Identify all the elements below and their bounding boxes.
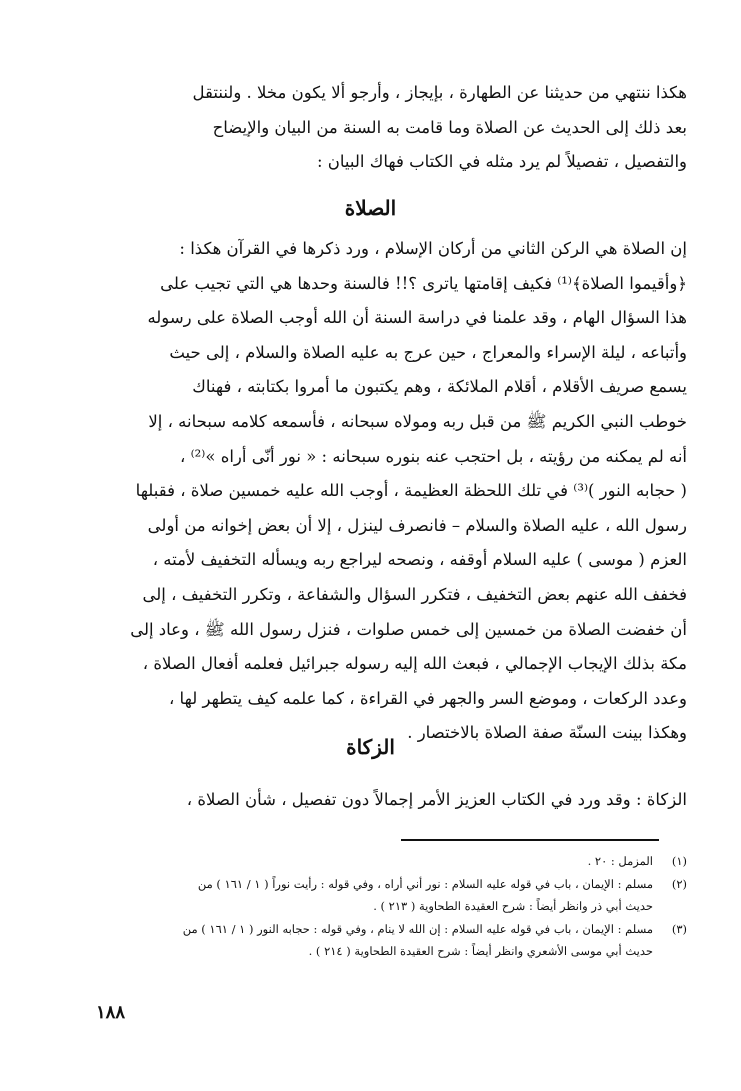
footnote-text: مسلم : الإيمان ، باب في قوله عليه السلام : نور أني أراه ، وفي قوله : رأيت نوراً ( ١ / ١٦١ ) من xyxy=(197,876,653,891)
footnotes xyxy=(55,850,687,963)
text-line: ﴿وأقيموا الصلاة﴾⁽¹⁾ فكيف إقامتها ياترى ؟!! فالسنة وحدها هي التي تجيب على xyxy=(160,273,687,293)
text-line: وأتباعه ، ليلة الإسراء والمعراج ، حين عرج به عليه الصلاة والسلام ، إلى حيث xyxy=(169,342,687,362)
footnote-number: (٣) xyxy=(671,921,687,936)
text-line: خوطب النبي الكريم ﷺ من قبل ربه ومولاه سبحانه ، فأسمعه كلامه سبحانه ، إلا xyxy=(148,411,687,431)
text-line: رسول الله ، عليه الصلاة والسلام – فانصرف لينزل ، إلا أن بعض إخوانه من أولى xyxy=(147,515,687,535)
footnote-text: المزمل : ٢٠ . xyxy=(587,854,653,868)
footnote xyxy=(55,918,687,963)
text-line: أن خفضت الصلاة من خمسين إلى خمس صلوات ، فنزل رسول الله ﷺ ، وعاد إلى xyxy=(130,619,687,639)
intro-paragraph xyxy=(55,76,687,180)
footnote-divider xyxy=(401,839,659,841)
text-line: ( حجابه النور )⁽³⁾ في تلك اللحظة العظيمة ، أوجب الله عليه خمسين صلاة ، فقبلها xyxy=(135,481,687,501)
text-line: أنه لم يمكنه من رؤيته ، بل احتجب عنه بنوره سبحانه : « نور أنّى أراه »⁽²⁾ ، xyxy=(180,446,687,466)
footnote-text: حديث أبي موسى الأشعري وانظر أيضاً : شرح العقيدة الطحاوية ( ٢١٤ ) . xyxy=(308,944,653,958)
text-line: العزم ( موسى ) عليه السلام أوقفه ، ونصحه ليراجع ربه ويسأله التخفيف لأمته ، xyxy=(152,550,687,570)
section-heading-salat: الصلاة xyxy=(344,196,397,220)
footnote xyxy=(55,873,687,918)
footnote xyxy=(55,850,687,873)
text-line: مكة بذلك الإيجاب الإجمالي ، فبعث الله إليه رسوله جبرائيل فعلمه أفعال الصلاة ، xyxy=(142,654,687,674)
text-line: فخفف الله عنهم بعض التخفيف ، فتكرر السؤال والشفاعة ، وتكرر التخفيف ، إلى xyxy=(142,584,687,604)
footnote-number: (١) xyxy=(671,854,687,868)
text-line: يسمع صريف الأقلام ، أقلام الملائكة ، وهم يكتبون ما أمروا بكتابته ، فهناك xyxy=(192,377,687,397)
footnote-number: (٢) xyxy=(671,876,687,891)
text-line: إن الصلاة هي الركن الثاني من أركان الإسلام ، ورد ذكرها في القرآن هكذا : xyxy=(179,239,687,258)
page-number: ١٨٨ xyxy=(96,1002,126,1023)
salat-paragraph xyxy=(55,232,687,751)
footnote-text: حديث أبي ذر وانظر أيضاً : شرح العقيدة الطحاوية ( ٢١٣ ) . xyxy=(373,899,653,913)
zakat-paragraph xyxy=(55,783,687,818)
text-line: الزكاة : وقد ورد في الكتاب العزيز الأمر إجمالاً دون تفصيل ، شأن الصلاة ، xyxy=(186,790,687,809)
text-line: وهكذا بينت السنّة صفة الصلاة بالاختصار . xyxy=(407,723,687,743)
footnote-text: مسلم : الإيمان ، باب في قوله عليه السلام : إن الله لا ينام ، وفي قوله : حجابه النور ( ١ / ١٦١ ) من xyxy=(182,921,653,936)
text-line: بعد ذلك إلى الحديث عن الصلاة وما قامت به السنة من البيان والإيضاح xyxy=(212,117,687,137)
text-line: والتفصيل ، تفصيلاً لم يرد مثله في الكتاب فهاك البيان : xyxy=(316,152,687,172)
text-line: هذا السؤال الهام ، وقد علمنا في دراسة السنة أن الله أوجب الصلاة على رسوله xyxy=(147,308,687,328)
text-line: وعدد الركعات ، وموضع السر والجهر في القراءة ، كما علمه كيف يتطهر لها ، xyxy=(168,688,687,708)
text-line: هكذا ننتهي من حديثنا عن الطهارة ، بإيجاز ، وأرجو ألا يكون مخلا . ولننتقل xyxy=(192,83,687,102)
section-heading-zakat: الزكاة xyxy=(346,735,395,759)
